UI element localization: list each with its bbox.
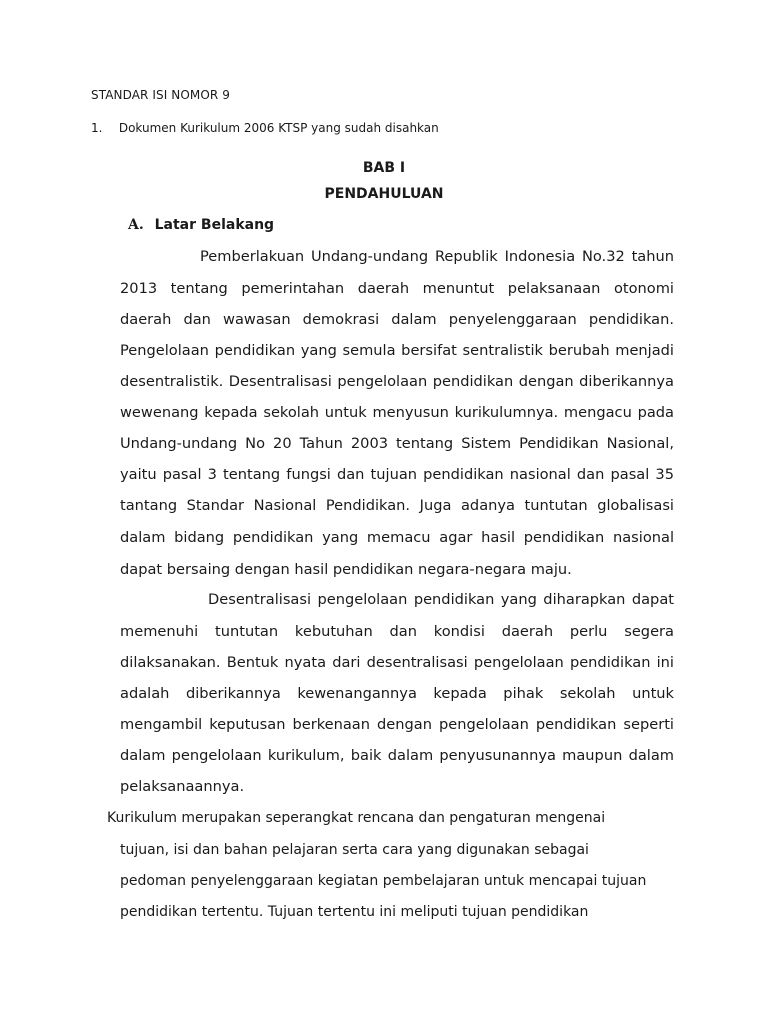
paragraph-line: pendidikan tertentu. Tujuan tertentu ini meliputi tujuan pendidikan	[120, 904, 589, 920]
section-title: Latar Belakang	[154, 217, 275, 233]
item-text: Dokumen Kurikulum 2006 KTSP yang sudah disahkan	[118, 121, 439, 135]
paragraph-line: wewenang kepada sekolah untuk menyusun kurikulumnya. mengacu pada	[120, 404, 674, 421]
paragraph-line: desentralistik. Desentralisasi pengelolaan pendidikan dengan diberikannya	[120, 373, 674, 390]
paragraph-line: dalam bidang pendidikan yang memacu agar hasil pendidikan nasional	[120, 529, 674, 546]
standard-heading: STANDAR ISI NOMOR 9	[91, 88, 231, 102]
paragraph-line: tantang Standar Nasional Pendidikan. Juga adanya tuntutan globalisasi	[120, 497, 674, 514]
paragraph-line: mengambil keputusan berkenaan dengan pengelolaan pendidikan seperti	[120, 716, 674, 733]
paragraph-line: Pengelolaan pendidikan yang semula bersifat sentralistik berubah menjadi	[120, 342, 674, 359]
section-heading	[128, 217, 274, 233]
paragraph-line: Kurikulum merupakan seperangkat rencana dan pengaturan mengenai	[107, 810, 606, 826]
item-number: 1.	[91, 121, 103, 135]
section-letter: A.	[128, 217, 144, 233]
paragraph-line: daerah dan wawasan demokrasi dalam penyelenggaraan pendidikan.	[120, 311, 674, 328]
paragraph-line: Undang-undang No 20 Tahun 2003 tentang Sistem Pendidikan Nasional,	[120, 435, 674, 452]
chapter-number: BAB I	[362, 160, 406, 176]
paragraph-line: tujuan, isi dan bahan pelajaran serta cara yang digunakan sebagai	[120, 842, 589, 858]
paragraph-line: dilaksanakan. Bentuk nyata dari desentralisasi pengelolaan pendidikan ini	[120, 654, 674, 671]
paragraph-line: dapat bersaing dengan hasil pendidikan negara-negara maju.	[120, 561, 572, 578]
paragraph-line: dalam pengelolaan kurikulum, baik dalam penyusunannya maupun dalam	[120, 747, 674, 764]
chapter-title: PENDAHULUAN	[324, 186, 444, 202]
paragraph-line: adalah diberikannya kewenangannya kepada pihak sekolah untuk	[120, 685, 674, 702]
document-item	[91, 121, 439, 135]
paragraph-line: memenuhi tuntutan kebutuhan dan kondisi daerah perlu segera	[120, 623, 674, 640]
paragraph-line: pedoman penyelenggaraan kegiatan pembelajaran untuk mencapai tujuan	[120, 873, 647, 889]
paragraph-line: Desentralisasi pengelolaan pendidikan yang diharapkan dapat	[208, 591, 674, 608]
paragraph-line: yaitu pasal 3 tentang fungsi dan tujuan pendidikan nasional dan pasal 35	[120, 466, 674, 483]
paragraph-line: Pemberlakuan Undang-undang Republik Indonesia No.32 tahun	[200, 248, 674, 265]
paragraph-line: 2013 tentang pemerintahan daerah menuntut pelaksanaan otonomi	[120, 280, 674, 297]
paragraph-line: pelaksanaannya.	[120, 778, 245, 795]
